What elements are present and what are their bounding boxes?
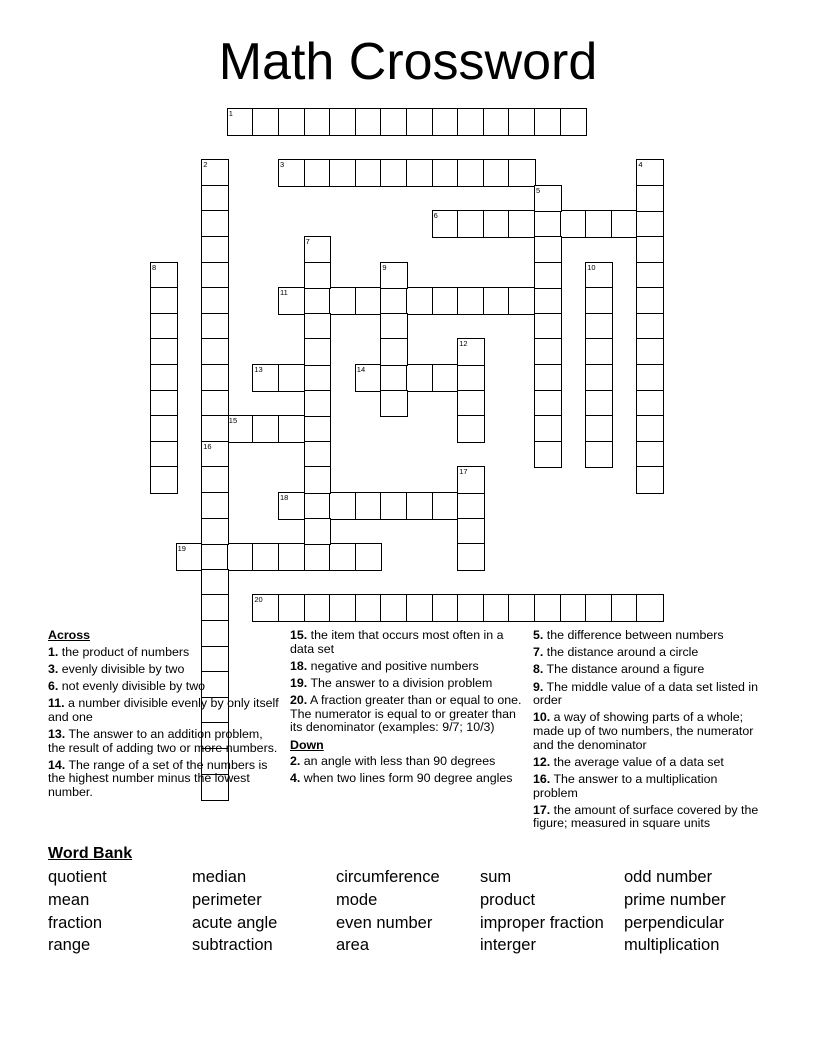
crossword-cell[interactable] [484,288,510,314]
crossword-cell[interactable] [279,595,305,621]
crossword-cell[interactable] [330,109,356,135]
crossword-cell[interactable] [586,442,612,468]
crossword-cell[interactable] [202,570,228,596]
crossword-cell[interactable] [381,160,407,186]
crossword-cell[interactable] [535,314,561,340]
crossword-cell[interactable] [433,365,459,391]
crossword-cell[interactable] [535,391,561,417]
clue-text: not evenly divisible by two [58,678,206,693]
word-bank-word: even number [336,914,433,932]
clue-number-label: 1. [48,644,59,659]
clue-text: the distance around a circle [543,645,699,660]
crossword-cell[interactable] [202,288,228,314]
crossword-cell[interactable] [458,211,484,237]
crossword-cell[interactable] [279,288,305,314]
clue-number: 20 [254,595,263,605]
crossword-cell[interactable] [330,288,356,314]
crossword-cell[interactable] [330,595,356,621]
crossword-cell[interactable] [637,288,663,314]
crossword-cell[interactable] [586,365,612,391]
crossword-cell[interactable] [202,365,228,391]
clue-number: 7 [305,237,310,246]
crossword-cell[interactable] [305,493,331,519]
crossword-cell[interactable] [535,595,561,621]
clue-text: The answer to an addition problem, the result of adding two or more numbers. [48,726,278,755]
clue-text: A fraction greater than or equal to one. The numerator is equal to or greater than its denominator (examples: 9/7; 10/3) [290,693,522,735]
word-bank-word: mean [48,891,90,909]
clue-number: 16 [203,441,212,451]
crossword-cell[interactable] [202,186,228,212]
crossword-cell[interactable] [535,237,561,263]
crossword-cell[interactable] [381,109,407,135]
crossword-cell[interactable] [305,160,331,186]
crossword-cell[interactable] [586,391,612,417]
crossword-cell[interactable] [458,391,484,417]
crossword-cell[interactable] [381,595,407,621]
clue-text: The distance around a figure [543,662,705,677]
clues-column-1 [48,629,283,803]
clue-number-label: 9. [533,679,544,694]
crossword-cell[interactable] [484,211,510,237]
clue-down-12 [533,756,763,770]
clue-number-label: 12. [533,754,551,769]
crossword-cell[interactable] [433,160,459,186]
crossword-cell[interactable] [228,109,254,135]
clue-number-label: 18. [290,658,308,673]
clue-number-label: 7. [533,645,544,660]
crossword-cell[interactable] [407,493,433,519]
clue-number: 1 [228,109,233,118]
crossword-cell[interactable] [202,237,228,263]
clue-number: 4 [638,160,643,170]
crossword-cell[interactable] [535,339,561,365]
word-bank-word: perimeter [192,891,262,909]
crossword-cell[interactable] [151,365,177,391]
word-bank-word: product [480,891,536,909]
crossword-cell[interactable] [637,211,663,237]
crossword-cell[interactable] [637,237,663,263]
crossword-cell[interactable] [637,416,663,442]
clue-number-label: 8. [533,662,544,677]
crossword-cell[interactable] [279,544,305,570]
crossword-cell[interactable] [305,467,331,493]
word-bank-word: circumference [336,868,440,886]
clue-text: The answer to a division problem [307,675,493,690]
crossword-cell[interactable] [458,493,484,519]
crossword-cell[interactable] [612,595,638,621]
crossword-cell[interactable] [637,339,663,365]
clue-down-16 [533,773,763,800]
word-bank-word: multiplication [624,936,720,954]
crossword-cell[interactable] [586,211,612,237]
clue-number: 12 [459,339,468,349]
crossword-cell[interactable] [586,416,612,442]
crossword-cell[interactable] [458,109,484,135]
crossword-cell[interactable] [586,339,612,365]
clue-across-6 [48,680,283,694]
clue-text: the difference between numbers [543,628,724,642]
crossword-cell[interactable] [356,595,382,621]
word-bank-word: interger [480,936,536,954]
clue-across-3 [48,663,283,677]
crossword-cell[interactable] [202,544,228,570]
crossword-cell[interactable] [356,109,382,135]
clue-text: an angle with less than 90 degrees [300,754,496,769]
crossword-cell[interactable] [381,391,407,417]
clue-number: 10 [587,262,596,272]
crossword-cell[interactable] [381,365,407,391]
clue-text: the average value of a data set [550,754,724,769]
crossword-cell[interactable] [330,493,356,519]
crossword-cell[interactable] [202,595,228,621]
crossword-cell[interactable] [202,493,228,519]
crossword-cell[interactable] [305,288,331,314]
crossword-cell[interactable] [151,263,177,289]
crossword-cell[interactable] [381,263,407,289]
crossword-cell[interactable] [561,595,587,621]
clue-text: a way of showing parts of a whole; made up of two numbers, the numerator and the denominator [533,710,754,752]
clue-number-label: 3. [48,661,59,676]
crossword-cell[interactable] [586,263,612,289]
crossword-cell[interactable] [407,288,433,314]
crossword-cell[interactable] [407,595,433,621]
clue-number: 13 [254,365,263,374]
crossword-cell[interactable] [535,109,561,135]
crossword-cell[interactable] [253,544,279,570]
word-bank-word: subtraction [192,936,273,954]
clue-number: 18 [280,493,289,502]
crossword-cell[interactable] [253,365,279,391]
clue-number-label: 17. [533,802,551,817]
down-heading: Down [290,737,324,752]
clue-number: 14 [356,365,366,374]
clue-number: 8 [152,262,157,272]
crossword-cell[interactable] [202,314,228,340]
clue-text: the item that occurs most often in a data set [290,628,504,656]
crossword-cell[interactable] [535,211,561,237]
crossword-cell[interactable] [535,416,561,442]
clue-text: the product of numbers [58,644,190,659]
crossword-cell[interactable] [202,160,228,186]
crossword-cell[interactable] [561,109,587,135]
clue-across-14 [48,759,283,800]
crossword-cell[interactable] [381,314,407,340]
crossword-cell[interactable] [637,391,663,417]
clue-number: 17 [459,467,468,477]
crossword-cell[interactable] [202,467,228,493]
word-bank-word: sum [480,868,512,886]
crossword-cell[interactable] [305,365,331,391]
clue-number-label: 15. [290,628,308,642]
word-bank-word: quotient [48,868,107,886]
crossword-cell[interactable] [637,442,663,468]
crossword-cell[interactable] [151,416,177,442]
crossword-cell[interactable] [330,160,356,186]
crossword-cell[interactable] [637,263,663,289]
crossword-cell[interactable] [586,314,612,340]
crossword-cell[interactable] [535,263,561,289]
crossword-cell[interactable] [305,314,331,340]
crossword-cell[interactable] [433,595,459,621]
crossword-cell[interactable] [279,109,305,135]
crossword-cell[interactable] [356,493,382,519]
clue-down-5 [533,629,763,643]
crossword-cell[interactable] [202,211,228,237]
clue-down-4 [290,772,522,786]
crossword-cell[interactable] [305,263,331,289]
crossword-cell[interactable] [509,109,535,135]
clue-number-label: 10. [533,710,551,725]
crossword-cell[interactable] [202,442,228,468]
crossword-cell[interactable] [253,595,279,621]
crossword-cell[interactable] [356,544,382,570]
crossword-cell[interactable] [305,339,331,365]
crossword-cell[interactable] [305,544,331,570]
clue-text: when two lines form 90 degree angles [300,771,513,786]
clue-across-11 [48,697,283,724]
clue-number-label: 19. [290,675,308,690]
clue-number-label: 2. [290,754,301,769]
crossword-cell[interactable] [433,211,459,237]
clue-down-17 [533,804,763,831]
crossword-cell[interactable] [561,211,587,237]
crossword-cell[interactable] [509,211,535,237]
crossword-cell[interactable] [305,595,331,621]
crossword-cell[interactable] [202,339,228,365]
crossword-cell[interactable] [458,467,484,493]
clue-number-label: 4. [290,771,301,786]
clue-number-label: 6. [48,678,59,693]
crossword-cell[interactable] [279,416,305,442]
word-bank-word: acute angle [192,914,278,932]
clue-number: 6 [433,211,438,221]
crossword-cell[interactable] [279,160,305,186]
crossword-cell[interactable] [253,109,279,135]
crossword-cell[interactable] [202,519,228,545]
crossword-cell[interactable] [637,186,663,212]
crossword-cell[interactable] [509,288,535,314]
crossword-cell[interactable] [586,595,612,621]
clue-across-20 [290,694,522,735]
crossword-cell[interactable] [151,339,177,365]
page-title: Math Crossword [218,33,598,91]
crossword-cell[interactable] [458,416,484,442]
across-heading: Across [48,628,91,642]
clue-across-13 [48,728,283,755]
word-bank-word: range [48,936,91,954]
crossword-cell[interactable] [458,339,484,365]
clue-number: 15 [228,416,238,426]
crossword-cell[interactable] [535,186,561,212]
clue-number-label: 11. [48,696,65,711]
crossword-cell[interactable] [407,109,433,135]
word-bank-word: prime number [624,891,726,909]
crossword-cell[interactable] [458,365,484,391]
clue-text: The middle value of a data set listed in order [533,679,759,708]
crossword-cell[interactable] [228,416,254,442]
crossword-cell[interactable] [433,288,459,314]
crossword-cell[interactable] [381,493,407,519]
clue-number: 19 [177,544,186,554]
crossword-cell[interactable] [279,493,305,519]
clue-number: 5 [536,185,541,195]
crossword-cell[interactable] [381,339,407,365]
crossword-cell[interactable] [305,442,331,468]
clue-text: The answer to a multiplication problem [533,771,718,800]
clue-across-19 [290,677,522,691]
crossword-cell[interactable] [279,365,305,391]
crossword-cell[interactable] [228,544,254,570]
crossword-cell[interactable] [637,595,663,621]
clue-number: 3 [280,160,285,170]
crossword-cell[interactable] [151,288,177,314]
clue-down-10 [533,711,763,752]
crossword-cell[interactable] [151,314,177,340]
clue-down-7 [533,646,763,660]
crossword-cell[interactable] [458,595,484,621]
word-bank-word: median [192,868,247,886]
word-bank-heading: Word Bank [48,845,133,862]
clue-across-18 [290,660,522,674]
clue-text: a number divisible evenly by only itself and one [48,696,279,724]
clue-down-9 [533,681,763,708]
crossword-cell[interactable] [586,288,612,314]
clue-down-8 [533,663,763,677]
crossword-cell[interactable] [458,288,484,314]
crossword-cell[interactable] [151,391,177,417]
clue-down-2 [290,755,522,769]
clue-across-15 [290,629,522,656]
crossword-cell[interactable] [253,416,279,442]
clue-text: negative and positive numbers [307,658,479,673]
crossword-cell[interactable] [407,365,433,391]
clue-number: 9 [382,262,387,272]
crossword-cell[interactable] [535,442,561,468]
crossword-cell[interactable] [381,288,407,314]
clues-column-3 [533,629,763,834]
crossword-cell[interactable] [407,160,433,186]
crossword-cell[interactable] [535,288,561,314]
crossword-cell[interactable] [305,109,331,135]
crossword-cell[interactable] [330,544,356,570]
crossword-cell[interactable] [202,391,228,417]
clue-text: the amount of surface covered by the figure; measured in square units [533,802,759,831]
crossword-cell[interactable] [356,288,382,314]
crossword-cell[interactable] [151,467,177,493]
crossword-cell[interactable] [458,160,484,186]
crossword-cell[interactable] [305,391,331,417]
crossword-cell[interactable] [305,519,331,545]
crossword-cell[interactable] [202,416,228,442]
crossword-cell[interactable] [509,595,535,621]
crossword-cell[interactable] [202,263,228,289]
crossword-cell[interactable] [612,211,638,237]
crossword-cell[interactable] [637,467,663,493]
crossword-cell[interactable] [356,160,382,186]
clue-text: evenly divisible by two [58,661,185,676]
word-bank-word: fraction [48,914,103,932]
clues-column-2 [290,629,522,790]
clue-number-label: 16. [533,771,551,786]
crossword-cell[interactable] [535,365,561,391]
clue-text: The range of a set of the numbers is the highest number minus the lowest number. [48,757,268,799]
crossword-cell[interactable] [458,519,484,545]
word-bank-word: area [336,936,370,954]
clue-number: 11 [280,288,288,298]
crossword-cell[interactable] [484,109,510,135]
crossword-cell[interactable] [509,160,535,186]
crossword-cell[interactable] [433,109,459,135]
clue-number-label: 5. [533,628,544,642]
word-bank-word: odd number [624,868,713,886]
crossword-cell[interactable] [177,544,203,570]
crossword-cell[interactable] [484,595,510,621]
crossword-cell[interactable] [356,365,382,391]
clue-number-label: 20. [290,693,308,708]
crossword-cell[interactable] [637,365,663,391]
crossword-cell[interactable] [637,160,663,186]
word-bank-word: mode [336,891,378,909]
crossword-cell[interactable] [305,416,331,442]
word-bank-word: perpendicular [624,914,724,932]
crossword-cell[interactable] [433,493,459,519]
word-bank-word: improper fraction [480,914,604,932]
clue-across-1 [48,646,283,660]
crossword-cell[interactable] [484,160,510,186]
clue-number-label: 13. [48,726,66,741]
crossword-cell[interactable] [305,237,331,263]
crossword-cell[interactable] [458,544,484,570]
clue-number-label: 14. [48,757,66,772]
crossword-cell[interactable] [637,314,663,340]
clue-number: 2 [203,160,208,170]
crossword-cell[interactable] [151,442,177,468]
